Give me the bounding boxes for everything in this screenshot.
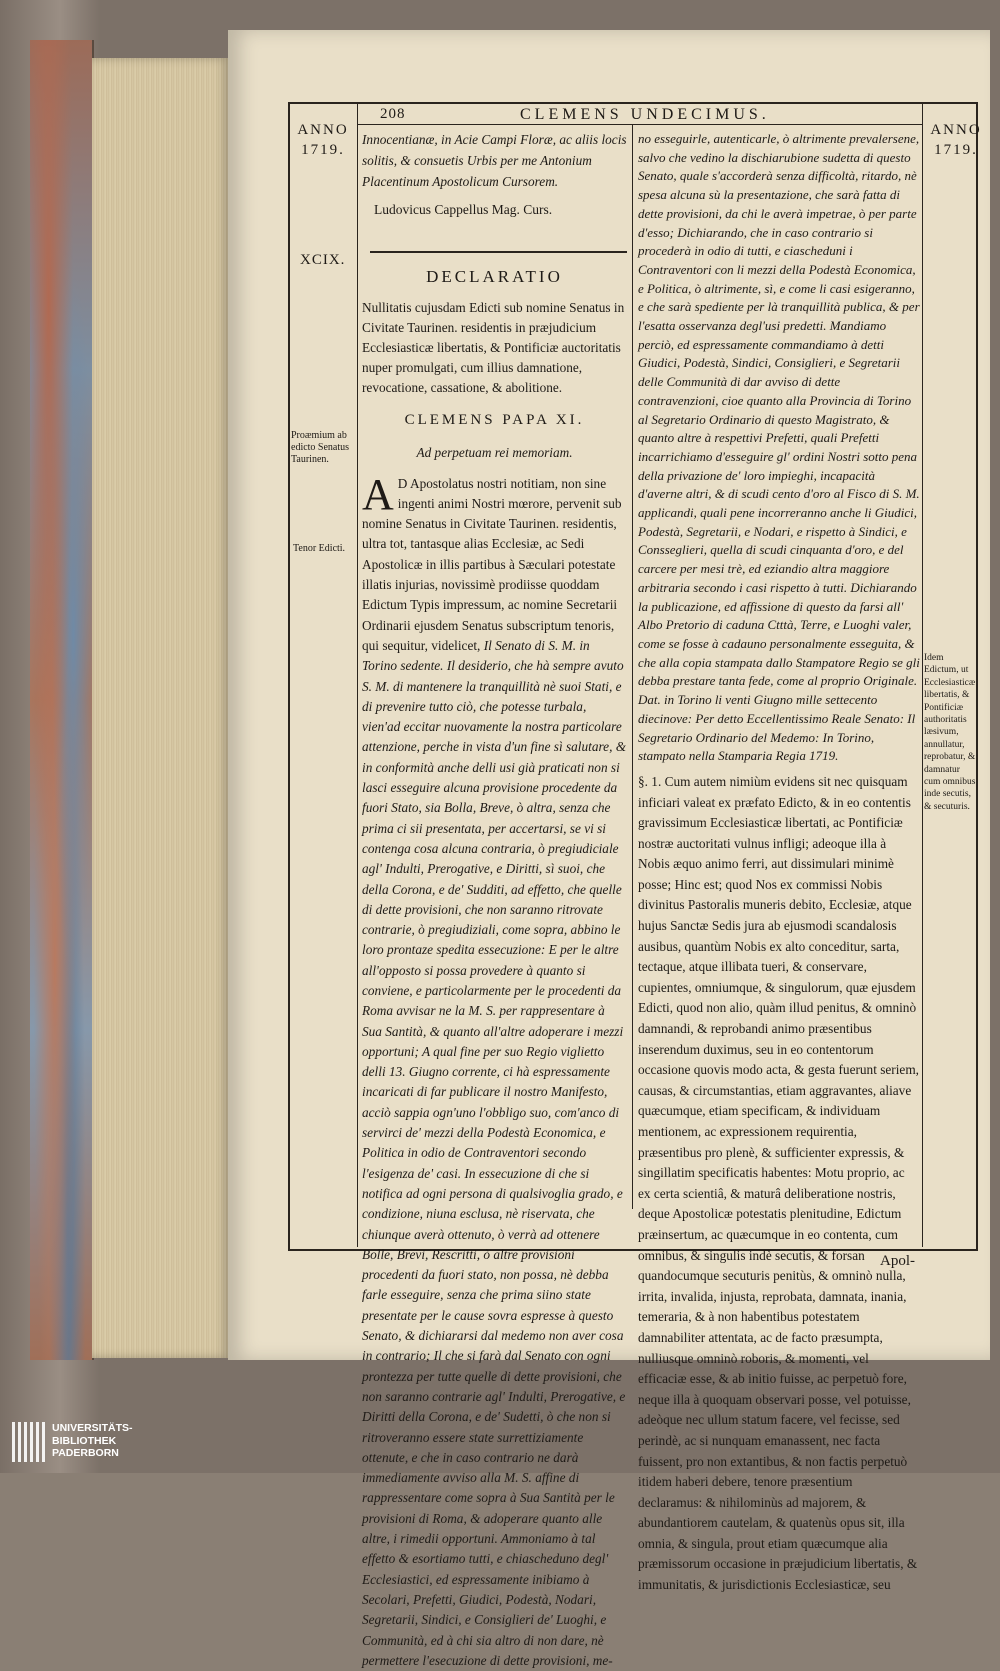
perpetuum-line: Ad perpetuam rei memoriam. bbox=[416, 444, 573, 460]
library-logo bbox=[12, 1420, 212, 1468]
signature: Ludovicus Cappellus Mag. Curs. bbox=[374, 202, 553, 218]
left-column bbox=[362, 130, 627, 1671]
year-left bbox=[292, 120, 354, 160]
library-logo-text bbox=[52, 1422, 133, 1460]
margin-note-proemium: Proæmium ab edicto Senatus Taurinen. bbox=[291, 430, 350, 465]
year-left-label: ANNO bbox=[297, 122, 349, 138]
margin-note-right: Idem Edictum, ut Ecclesiasticæ libertatis, & Pontificiæ authoritatis læsivum, annullatur, reprobatur, & damnatur cum omnibus inde secutis, & secuturis. bbox=[924, 653, 976, 812]
year-right-label: ANNO bbox=[930, 122, 982, 138]
section-rule bbox=[370, 251, 627, 253]
declaration-title: DECLARATIO bbox=[426, 267, 563, 287]
margin-note-tenor: Tenor Edicti. bbox=[293, 543, 346, 554]
logo-line-1: UNIVERSITÄTS- bbox=[52, 1422, 133, 1434]
left-margin-rule bbox=[357, 102, 358, 1247]
intro-text: Innocentianæ, in Acie Campi Floræ, ac aliis locis solitis, & consuetis Urbis per me Antonium Placentinum Apostolicum Cursorem. bbox=[362, 132, 627, 189]
declaration-subtitle: Nullitatis cujusdam Edicti sub nomine Senatus in Civitate Taurinen. residentis in præjudicium Ecclesiasticæ libertatis, & Pontificiæ auctoritatis nuper promulgati, cum illius damnatione, revocatione, cassatione, & abolitione. bbox=[362, 299, 625, 395]
logo-line-3: PADERBORN bbox=[52, 1447, 119, 1459]
right-column bbox=[638, 130, 920, 1596]
drop-cap: A bbox=[362, 469, 394, 519]
body-latin-left bbox=[362, 469, 627, 1671]
running-title: CLEMENS UNDECIMUS. bbox=[520, 106, 770, 123]
body-latin-left-text: D Apostolatus nostri notitiam, non sine ingenti animi Nostri mœrore, pervenit sub nomine Senatus in Civitate Taurinen. residentis, ultra tot, tantasque alias Ecclesiæ, ac Sedi Apostolicæ in illis partibus à Sæculari potestate illatis injurias, novissimè prodiisse quoddam Edictum Typis impressum, ac nomine Secretarii Ordinarii ejusdem Senatus subscriptum tenoris, qui sequitur, videlicet, bbox=[362, 475, 622, 653]
section-number: XCIX. bbox=[300, 252, 346, 268]
page-edges bbox=[92, 58, 230, 1358]
page-number: 208 bbox=[380, 106, 406, 122]
catchword: Apol- bbox=[880, 1253, 915, 1269]
right-margin-rule bbox=[922, 102, 923, 1247]
marbled-edge bbox=[30, 40, 94, 1360]
pope-heading: CLEMENS PAPA XI. bbox=[404, 411, 585, 428]
body-italian-right: no esseguirle, autenticarle, ò altrimente prevalersene, salvo che vedino la dischiarubione sudetta di questo Senato, quale s'accorderà senza difficoltà, ritardo, nè spesa alcuna sù la presentazione, che sarà fatta di dette provisioni, da chi le averà impetrae, ò per parte d'esso; Dichiarando, che in caso contrario si procederà in odio di tutti, e ciascheduni i Contraventori con li mezzi della Podestà Economica, e Politica, ò altrimente, sì, e come li casi esigeranno, e che sarà spediente per là tranquillità publica, & per l'esatta osservanza degl'usi predetti. Mandiamo perciò, ed espressamente commandiamo à detti Giudici, Podestà, Sindici, Consiglieri, e Segretarii delle Communità di dar avviso di dette contravenzioni, cioe quanto alla Provincia di Torino al Segretario Ordinario di questo Magistrato, & quanto altre à respettivi Prefetti, quali Prefetti incarrichiamo d'esseguire gl' ordini Nostri sotto pena della privazione de' loro impieghi, incapacità d'averne altri, & di scudi cento d'oro al Fisco di S. M. applicandi, quali pene incorreranno anche li Giudici, Podestà, Segretarii, e Nodari, e rispetto à Sindici, e Consseglieri, quella di scudi cinquanta d'oro, e del carcere per mesi trè, ed eziandio altra maggiore arbitraria secondo i casi rispetto à tutti. Dichiarando la publicazione, ed affissione di questo da farsi all' Albo Pretorio di caduna Ctttà, Terre, e Luoghi valer, come se fosse à cadauno personalmente esseguita, & che alla copia stampata dallo Stampatore Regio se gli debba prestare tanta fede, come al proprio Originale. Dat. in Torino li venti Giugno mille settecento diecinove: Per detto Eccellentissimo Reale Senato: Il Segretario Ordinario del Medemo: In Torino, stampato nella Stamparia Regia 1719. bbox=[638, 131, 920, 764]
year-right-value: 1719. bbox=[934, 142, 978, 158]
header-rule bbox=[357, 124, 923, 125]
year-left-value: 1719. bbox=[301, 142, 345, 158]
body-latin-right: §. 1. Cum autem nimiùm evidens sit nec quisquam inficiari valeat ex præfato Edicto, & in eo contentis gravissimum Ecclesiasticæ libertati, ac Pontificiæ nostræ auctoritati vulnus infligi; adeoque illa à Nobis æquo animo ferri, aut dissimulari minimè posse; Hinc est; quod Nos ex commissi Nobis divinitus Pastoralis muneris debito, Ecclesiæ, atque hujus Sanctæ Sedis jura ab ejusmodi scandalosis ausibus, quantùm Nobis ex alto conceditur, sarta, tectaque, atque illibata tueri, & conservare, cupientes, omniumque, & singulorum, quæ ejusdem Edicti, quod non alio, quàm illud penitus, & omninò damnandi, & reprobandi animo præsentibus inserendum duximus, seu in eo contentorum occasione quovis modo acta, & gesta fuerunt seriem, causas, & circumstantias, etiam aggravantes, aliave quæcumque, etiam specificam, & individuam mentionem, ac expressionem requirentia, præsentibus pro plenè, & sufficienter expressis, & singillatim specificatis habentes: Motu proprio, ac ex certa scientiâ, & maturâ deliberatione nostris, deque Apostolicæ potestatis plenitudine, Edictum præinsertum, ac quæcumque in eo contenta, cum omnibus, & singulis indè secutis, & forsan quandocumque secuturis penitùs, & omninò nulla, irrita, invalida, injusta, reprobata, damnata, inania, temeraria, & à non habentibus potestatem damnabiliter attentata, ac de facto præsumpta, nulliusque omninò roboris, & momenti, vel efficaciæ esse, & ab initio fuisse, ac perpetuò fore, neque illa à quoquam observari posse, vel potuisse, adeòque nec ullum statum facere, vel fecisse, sed perindè, ac si nunquam emanassent, nec facta fuissent, pro non extantibus, & non factis perpetuò itidem haberi debere, tenore præsentium declaramus: & nihilominùs ad majorem, & abundantiorem cautelam, & quatenùs opus sit, illa omnia, & singula, prout etiam quæcumque alia præmissorum occasione in præjudicium libertatis, & immunitatis, & jurisdictionis Ecclesiasticæ, seu bbox=[638, 773, 919, 1593]
library-logo-icon bbox=[12, 1422, 46, 1462]
logo-line-2: BIBLIOTHEK bbox=[52, 1434, 117, 1447]
column-divider bbox=[632, 124, 633, 1209]
body-italian-left: Il Senato di S. M. in Torino sedente. Il desiderio, che hà sempre avuto S. M. di mantenere la tranquillità nè suoi Stati, e di prevenire tutto ciò, che potesse turbala, vien'ad eccitar nuovamente la nostra particolare attenzione, perche in vista d'un fine sì salutare, & in conformità anche delli usi già praticati non si lasci esseguire alcuna provisione procedente da fuori Stato, sia Bolla, Breve, ò altra, senza che prima ci sii presentata, per accertarsi, se vi si contenga cosa alcuna contraria, ò pregiudiciale agl' Indulti, Prerogative, e Diritti, sì suoi, che della Corona, e de' Sudditi, ad effetto, che quelle di dette provisioni, che non saranno ritrovate contrarie, ò pregiudiziali, come sopra, abbino le loro prontaze spedita essecuzione: E per le altre all'opposto si possa provedere à quanto si conviene, e particolarmente per le procedenti da Roma avvisar ne la M. S. per rappresentare à Sua Santità, & quanto all'altre adoperare i mezzi opportuni; A qual fine per suo Regio viglietto delli 13. Giugno corrente, ci hà espressamente incaricati di far publicare il nostro Manifesto, acciò sappia ogn'uno l'obbligo suo, com'anco di servirci de' mezzi della Podestà Economica, e Politica in odio de Contraventori secondo l'esigenza de' casi. In essecuzione di che si notifica ad ogni persona di qualsivoglia grado, e condizione, niuna esclusa, nè riservata, che chiunque averà ottenuto, ò verrà ad ottenere Bolle, Brevi, Rescritti, ò altre provisioni procedenti da fuori stato, non possa, nè debba farle esseguire, senza che prima siino state presentate per le cause sovra espresse à questo Senato, & dichiararsi dal medemo non aver cosa in contrario; Il che si farà dal Senato con ogni prontezza per tutte quelle di dette provisioni, che non saranno contrarie agl' Indulti, Prerogative, e Diritti della Corona, e de' Sudetti, ò che non si ritroveranno essere state surrettiziamente ottenute, e che in caso contrario ne darà immediamente avviso alla M. S. affine di rappressentare come sopra à Sua Santità per le provisioni di Roma, & adoperare quanto alle altre, i rimedii opportuni. Ammoniamo à tal effetto & esortiamo tutti, e chiascheduno degl' Ecclesiastici, ed espressamente inibiamo à Secolari, Prefetti, Giudici, Podestà, Nodari, Segretarii, Sindici, e Consiglieri de' Luoghi, e Communità, ed à chi sia altro di non dare, nè permettere l'esecuzione di dette provisioni, me- bbox=[362, 637, 627, 1668]
year-right bbox=[928, 120, 984, 160]
